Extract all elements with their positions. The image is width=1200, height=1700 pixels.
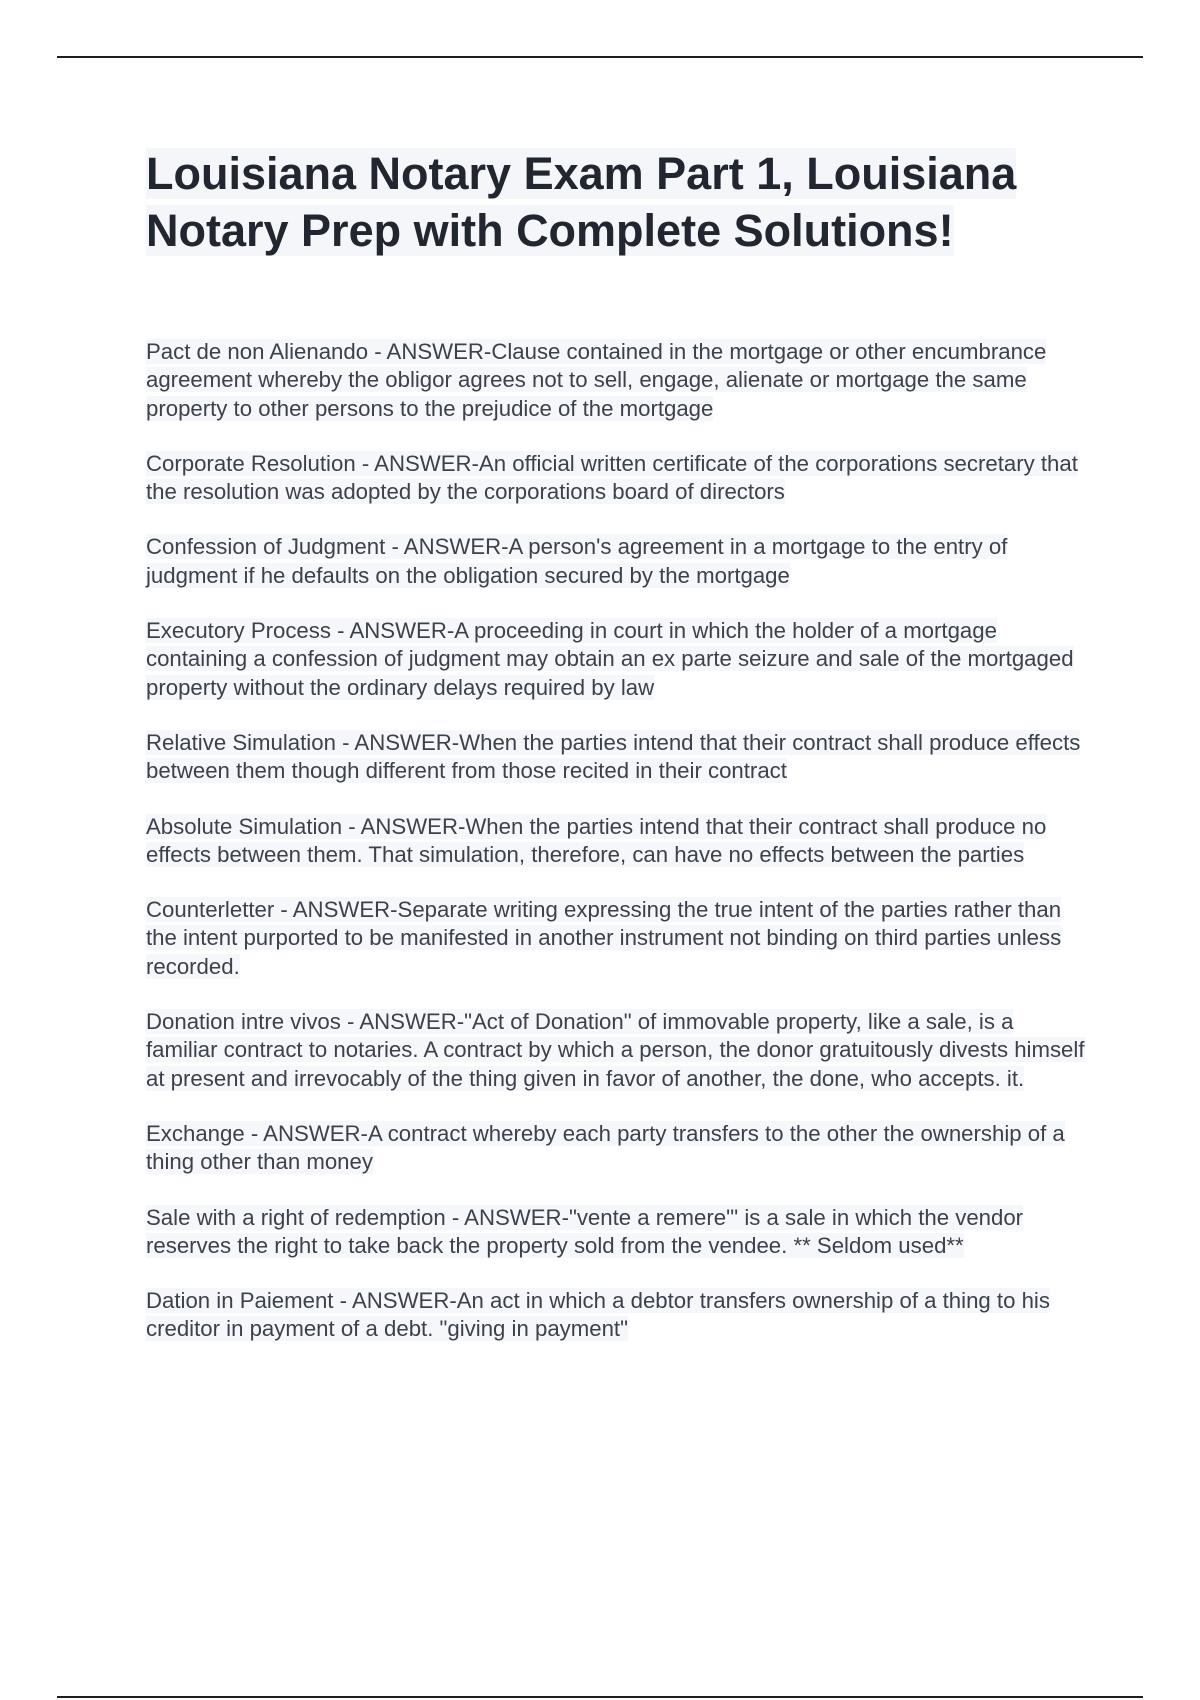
entry-confession-of-judgment [146,533,1091,590]
entry-text: Relative Simulation - ANSWER-When the parties intend that their contract shall produce effects between them though different from those recited in their contract [146,729,1081,784]
entry-sale-with-right-of-redemption [146,1204,1091,1261]
entry-donation-intre-vivos [146,1008,1091,1093]
bottom-rule [57,1696,1143,1698]
page-title [146,145,1088,259]
entry-text: Confession of Judgment - ANSWER-A person's agreement in a mortgage to the entry of judgment if he defaults on the obligation secured by the mortgage [146,534,1008,588]
entry-text: Counterletter - ANSWER-Separate writing expressing the true intent of the parties rather than the intent purported to be manifested in another instrument not binding on third parties unless recorded. [146,897,1062,979]
entry-text: Exchange - ANSWER-A contract whereby each party transfers to the other the ownership of a thing other than money [146,1120,1065,1175]
entry-dation-in-paiement [146,1287,1091,1344]
entries-list [146,338,1091,1371]
entry-text: Dation in Paiement - ANSWER-An act in which a debtor transfers ownership of a thing to his creditor in payment of a debt. "giving in payment" [146,1288,1050,1342]
entry-absolute-simulation [146,813,1091,870]
entry-relative-simulation [146,729,1091,786]
entry-text: Donation intre vivos - ANSWER-"Act of Donation" of immovable property, like a sale, is a familiar contract to notaries. A contract by which a person, the donor gratuitously divests himself at present and irrevocably of the thing given in favor of another, the done, who accepts. it. [146,1009,1085,1091]
entry-exchange [146,1120,1091,1177]
entry-text: Sale with a right of redemption - ANSWER-"vente a remere'" is a sale in which the vendor reserves the right to take back the property sold from the vendee. ** Seldom used** [146,1204,1024,1258]
entry-text: Absolute Simulation - ANSWER-When the parties intend that their contract shall produce no effects between them. That simulation, therefore, can have no effects between the parties [146,813,1047,867]
entry-counterletter [146,896,1091,981]
entry-executory-process [146,617,1091,702]
entry-corporate-resolution [146,450,1091,507]
page-title-text: Louisiana Notary Exam Part 1, Louisiana Notary Prep with Complete Solutions! [146,148,1017,256]
entry-text: Pact de non Alienando - ANSWER-Clause contained in the mortgage or other encumbrance agreement whereby the obligor agrees not to sell, engage, alienate or mortgage the same property to other persons to the prejudice of the mortgage [146,339,1047,421]
entry-pact-de-non-alienando [146,338,1091,423]
top-rule [57,56,1143,58]
entry-text: Executory Process - ANSWER-A proceeding in court in which the holder of a mortgage containing a confession of judgment may obtain an ex parte seizure and sale of the mortgaged property without the ordinary delays required by law [146,618,1074,700]
entry-text: Corporate Resolution - ANSWER-An official written certificate of the corporations secretary that the resolution was adopted by the corporations board of directors [146,450,1078,505]
title-block [146,145,1088,259]
